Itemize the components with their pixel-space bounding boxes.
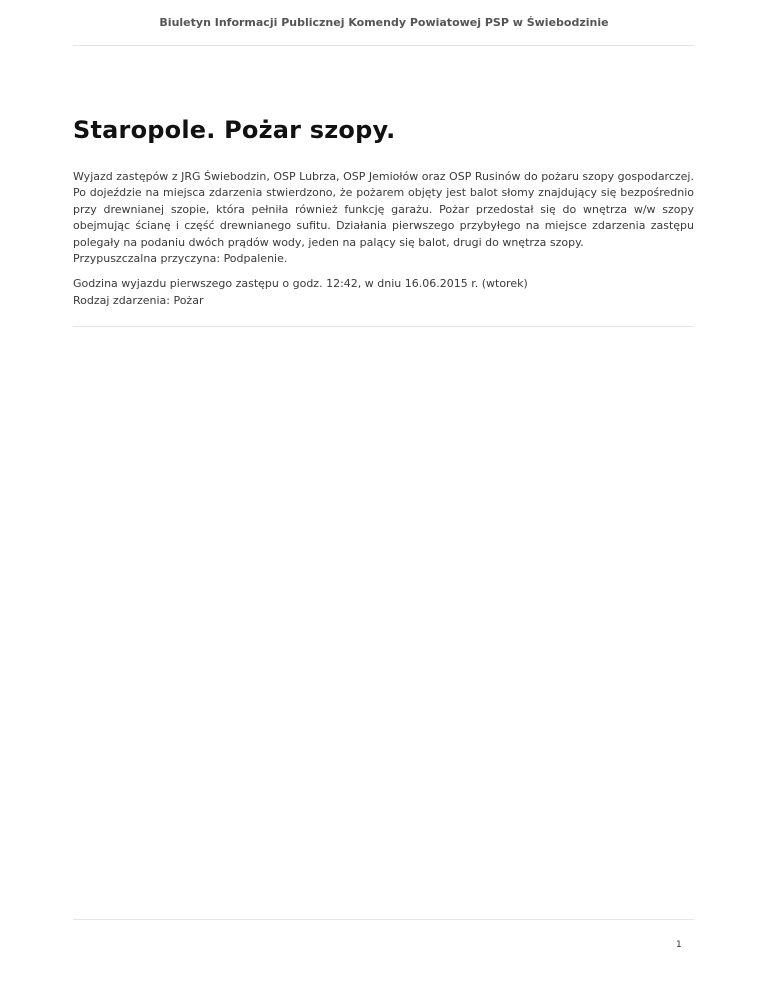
article-content: [73, 169, 694, 309]
article-title: Staropole. Pożar szopy.: [73, 116, 396, 144]
footer-divider: [73, 919, 694, 920]
article-body: Wyjazd zastępów z JRG Świebodzin, OSP Lubrza, OSP Jemiołów oraz OSP Rusinów do pożaru szopy gospodarczej. Po dojeździe na miejsca zdarzenia stwierdzono, że pożarem objęty jest balot słomy znajdujący się bezpośrednio przy drewnianej szopie, która pełniła również funkcję garażu. Pożar przedostał się do wnętrza w/w szopy obejmując ścianę i część drewnianego sufitu. Działania pierwszego przybyłego na miejsce zdarzenia zastępu polegały na podaniu dwóch prądów wody, jeden na palący się balot, drugi do wnętrza szopy.: [73, 170, 694, 249]
article-departure: Godzina wyjazdu pierwszego zastępu o godz. 12:42, w dniu 16.06.2015 r. (wtorek): [73, 277, 528, 291]
page-number: 1: [676, 940, 682, 950]
article-cause: Przypuszczalna przyczyna: Podpalenie.: [73, 252, 288, 266]
article-event-type: Rodzaj zdarzenia: Pożar: [73, 293, 204, 307]
site-header-title: Biuletyn Informacji Publicznej Komendy Powiatowej PSP w Świebodzinie: [159, 16, 609, 29]
header-divider: [73, 45, 694, 46]
content-divider: [73, 326, 694, 327]
